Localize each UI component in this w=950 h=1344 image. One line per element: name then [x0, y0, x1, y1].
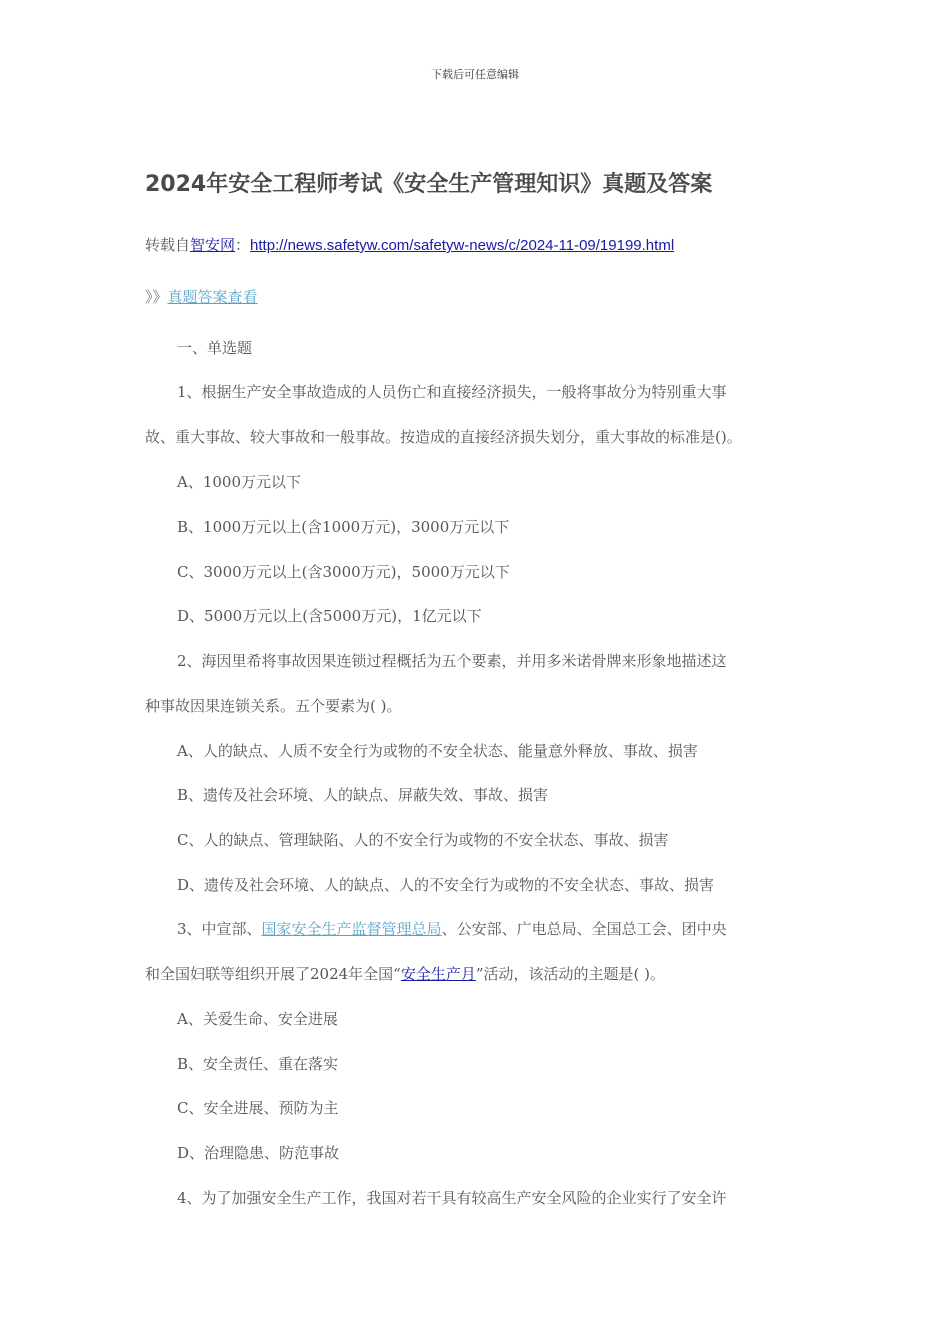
q3-line1-suffix: 、公安部、广电总局、全国总工会、团中央: [441, 920, 727, 938]
source-site-link[interactable]: 智安网: [190, 236, 236, 254]
q1-option-b: B、1000万元以上(含1000万元)，3000万元以下: [177, 518, 510, 536]
q3-line2-prefix: 和全国妇联等组织开展了2024年全国“: [145, 965, 401, 983]
q2-option-d: D、遗传及社会环境、人的缺点、人的不安全行为或物的不安全状态、事故、损害: [177, 876, 715, 894]
q1-line1: 1、根据生产安全事故造成的人员伤亡和直接经济损失，一般将事故分为特别重大事: [177, 383, 727, 401]
q2-line1: 2、海因里希将事故因果连锁过程概括为五个要素，并用多米诺骨牌来形象地描述这: [177, 652, 727, 670]
section-title: 一、单选题: [177, 339, 253, 357]
document-title: 2024年安全工程师考试《安全生产管理知识》真题及答案: [145, 172, 713, 197]
q3-option-c: C、安全进展、预防为主: [177, 1099, 339, 1117]
q3-option-d: D、治理隐患、防范事故: [177, 1144, 340, 1162]
q1-option-c: C、3000万元以上(含3000万元)，5000万元以下: [177, 563, 510, 581]
q3-option-b: B、安全责任、重在落实: [177, 1055, 339, 1073]
answer-link[interactable]: 真题答案查看: [167, 288, 258, 306]
source-colon: ：: [235, 236, 251, 254]
source-prefix: 转载自: [145, 236, 191, 254]
source-line: [145, 234, 845, 257]
q1-option-d: D、5000万元以上(含5000万元)，1亿元以下: [177, 607, 482, 625]
q4-line1: 4、为了加强安全生产工作，我国对若干具有较高生产安全风险的企业实行了安全许: [177, 1189, 727, 1207]
q3-line1: [177, 918, 845, 940]
q3-option-a: A、关爱生命、安全进展: [177, 1010, 338, 1028]
q1-line2: 故、重大事故、较大事故和一般事故。按造成的直接经济损失划分，重大事故的标准是()。: [145, 428, 742, 446]
answer-link-line: [145, 286, 845, 308]
q2-option-b: B、遗传及社会环境、人的缺点、屏蔽失效、事故、损害: [177, 786, 549, 804]
q3-line2-suffix: ”活动，该活动的主题是( )。: [475, 965, 666, 983]
header-note: 下载后可任意编辑: [431, 68, 519, 81]
q3-line2: [145, 963, 845, 985]
answer-link-prefix: 》》: [145, 288, 168, 306]
source-url-link[interactable]: http://news.safetyw.com/safetyw-news/c/2024-11-09/19199.html: [250, 237, 675, 254]
q2-option-c: C、人的缺点、管理缺陷、人的不安全行为或物的不安全状态、事故、损害: [177, 831, 669, 849]
q1-option-a: A、1000万元以下: [177, 473, 302, 491]
q3-line1-prefix: 3、中宣部、: [177, 920, 262, 938]
q3-safety-month-link[interactable]: 安全生产月: [400, 965, 476, 983]
q2-option-a: A、人的缺点、人质不安全行为或物的不安全状态、能量意外释放、事故、损害: [177, 742, 698, 760]
q3-agency-link[interactable]: 国家安全生产监督管理总局: [261, 920, 442, 938]
q2-line2: 种事故因果连锁关系。五个要素为( )。: [145, 697, 402, 715]
